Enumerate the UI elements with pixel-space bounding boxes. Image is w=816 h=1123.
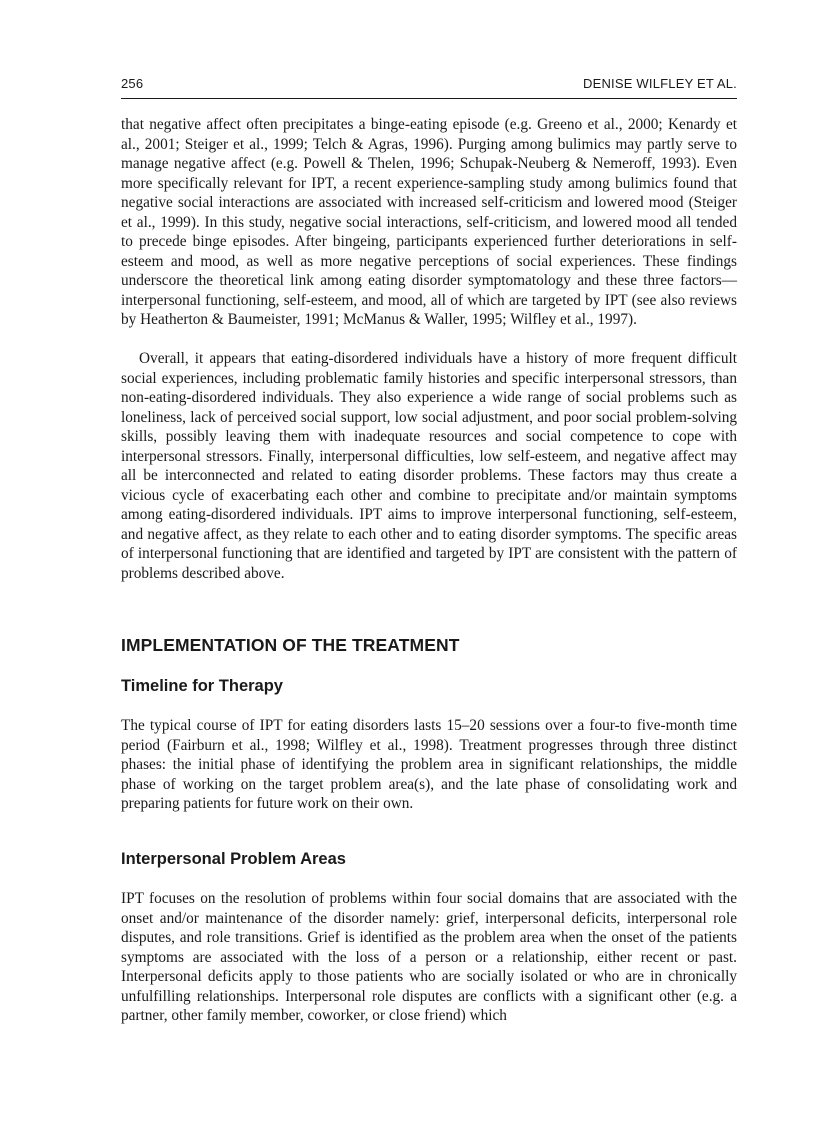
body-paragraph-continued: that negative affect often precipitates a binge-eating episode (e.g. Greeno et al., 2000; Kenardy et al., 2001; Steiger et al., 1999; Telch & Agras, 1996). Purging among bulimics may partly serve to manage negative affect (e.g. Powell & Thelen, 1996; Schupak-Neuberg & Nemeroff, 1993). Even more specifically relevant for IPT, a recent experience-sampling study among bulimics found that negative social interactions are associated with increased self-criticism and lowered mood (Steiger et al., 1999). In this study, negative social interactions, self-criticism, and lowered mood all tended to precede binge episodes. After bingeing, participants experienced further deteriorations in self-esteem and mood, as well as more negative perceptions of social experiences. These findings underscore the theoretical link among eating disorder symptomatology and these three factors—interpersonal functioning, self-esteem, and mood, all of which are targeted by IPT (see also reviews by Heatherton & Baumeister, 1991; McManus & Waller, 1995; Wilfley et al., 1997). (121, 116, 737, 328)
section-heading: IMPLEMENTATION OF THE TREATMENT (121, 635, 460, 655)
page-number: 256 (121, 76, 144, 91)
running-title: DENISE WILFLEY ET AL. (583, 76, 737, 91)
running-head (121, 76, 737, 96)
subsection-heading-timeline: Timeline for Therapy (121, 677, 283, 695)
body-paragraph-overall: Overall, it appears that eating-disordered individuals have a history of more frequent difficult social experiences, including problematic family histories and specific interpersonal stressors, than non-eating-disordered individuals. They also experience a wide range of social problems such as loneliness, lack of perceived social support, low social adjustment, and poor social problem-solving skills, possibly leaving them with inadequate resources and social competence to cope with interpersonal stressors. Finally, interpersonal difficulties, low self-esteem, and negative affect may all be interconnected and related to eating disorder problems. These factors may thus create a vicious cycle of exacerbating each other and combine to precipitate and/or maintain symptoms among eating-disordered individuals. IPT aims to improve interpersonal functioning, self-esteem, and negative affect, as they relate to each other and to eating disorder symptoms. The specific areas of interpersonal functioning that are identified and targeted by IPT are consistent with the pattern of problems described above. (121, 350, 737, 582)
body-paragraph-timeline: The typical course of IPT for eating disorders lasts 15–20 sessions over a four-to five-month time period (Fairburn et al., 1998; Wilfley et al., 1998). Treatment progresses through three distinct phases: the initial phase of identifying the problem area in significant relationships, the middle phase of working on the target problem area(s), and the late phase of consolidating work and preparing patients for future work on their own. (121, 717, 737, 812)
body-paragraph-problem-areas: IPT focuses on the resolution of problems within four social domains that are associated with the onset and/or maintenance of the disorder namely: grief, interpersonal deficits, interpersonal role disputes, and role transitions. Grief is identified as the problem area when the onset of the patients symptoms are associated with the loss of a person or a relationship, either recent or past. Interpersonal deficits apply to those patients who are socially isolated or who are in chronically unfulfilling relationships. Interpersonal role disputes are conflicts with a significant other (e.g. a partner, other family member, coworker, or close friend) which (121, 890, 737, 1024)
subsection-heading-problem-areas: Interpersonal Problem Areas (121, 850, 346, 868)
header-rule (121, 98, 737, 99)
